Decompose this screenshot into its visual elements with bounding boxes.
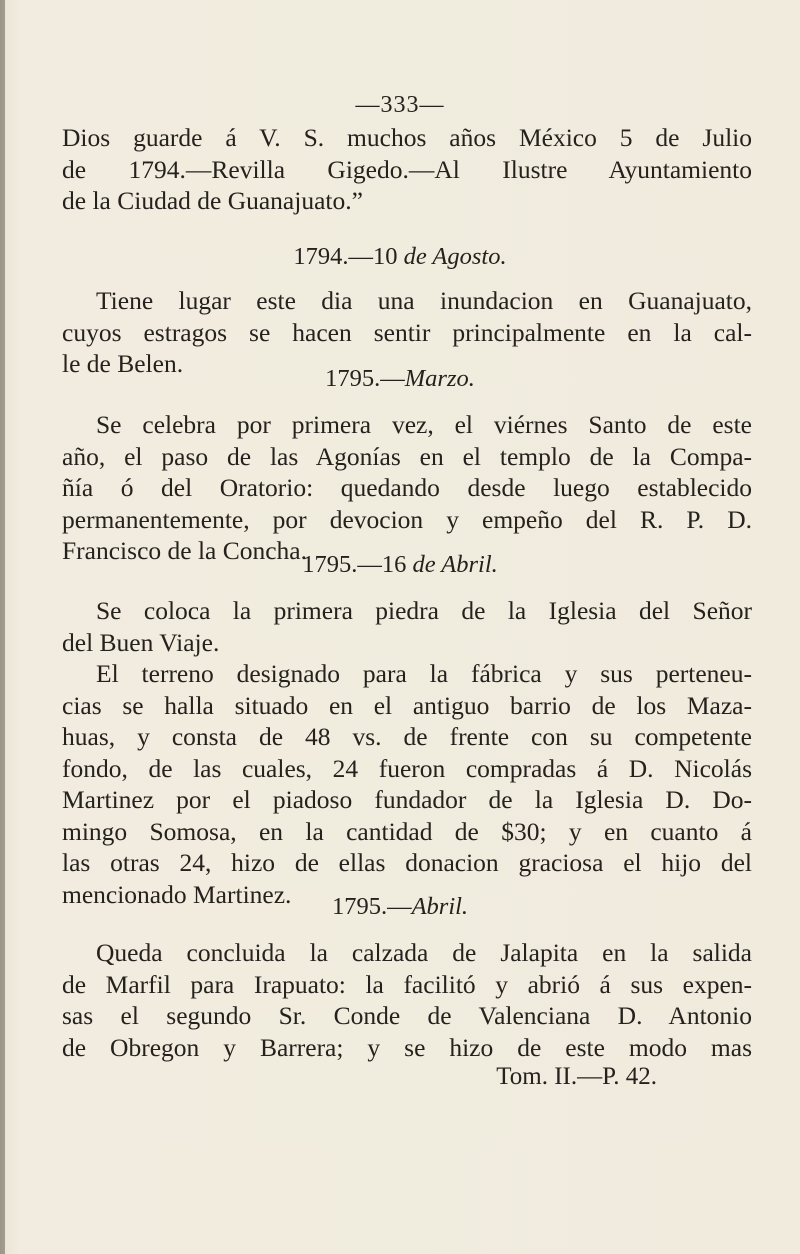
- text-line: de la Ciudad de Guanajuato.”: [62, 186, 363, 215]
- signature-footer: Tom. II.—P. 42.: [496, 1063, 657, 1090]
- text-line: permanentemente, por devocion y empeño del R. P. D.: [62, 504, 752, 534]
- text-line: ñía ó del Oratorio: quedando desde luego establecido: [62, 473, 752, 502]
- text-line: Martinez por el piadoso fundador de la Iglesia D. Do-: [62, 785, 752, 814]
- heading-date: 1794.—10: [293, 243, 404, 270]
- heading-date: 1795.—: [325, 365, 405, 392]
- text-line: Se celebra por primera vez, el viérnes Santo de este: [96, 410, 752, 439]
- text-line: del Buen Viaje.: [62, 627, 220, 657]
- text-line: Se coloca la primera piedra de la Iglesia del Señor: [96, 596, 752, 625]
- text-line: Tiene lugar este dia una inundacion en Guanajuato,: [96, 286, 752, 315]
- text-line: le de Belen.: [62, 349, 184, 378]
- paragraph-buen-viaje: [62, 595, 752, 910]
- text-line: año, el paso de las Agonías en el templo de la Compa-: [62, 441, 752, 471]
- page-spine-shadow: [0, 0, 5, 1254]
- text-line: mingo Somosa, en la cantidad de $30; y en cuanto á: [62, 816, 752, 846]
- heading-date: 1795.—16: [302, 551, 413, 578]
- heading-month: Abril.: [411, 893, 469, 920]
- text-line: Dios guarde á V. S. muchos años México 5 de Julio: [62, 123, 752, 152]
- text-line: de Obregon y Barrera; y se hizo de este modo mas: [62, 1032, 752, 1062]
- section-heading-1795-abril: [0, 893, 800, 921]
- paragraph-letter-closing: [62, 122, 752, 217]
- paragraph-calzada-jalapita: [62, 937, 752, 1063]
- text-line: El terreno designado para la fábrica y sus perteneu-: [96, 659, 752, 688]
- text-line: las otras 24, hizo de ellas donacion graciosa el hijo del: [62, 848, 752, 877]
- page-number: —333—: [355, 92, 445, 118]
- text-line: cuyos estragos se hacen sentir principalmente en la cal-: [62, 317, 752, 347]
- text-line: de Marfil para Irapuato: la facilitó y abrió á sus expen-: [62, 969, 752, 999]
- text-line: sas el segundo Sr. Conde de Valenciana D. Antonio: [62, 1001, 752, 1030]
- text-line: huas, y consta de 48 vs. de frente con su competente: [62, 722, 752, 751]
- text-line: fondo, de las cuales, 24 fueron compradas á D. Nicolás: [62, 753, 752, 783]
- heading-month: de Agosto.: [403, 243, 507, 270]
- text-line: Francisco de la Concha.: [62, 536, 308, 565]
- section-heading-1794-agosto: [0, 243, 800, 271]
- text-line: Queda concluida la calzada de Jalapita en la salida: [96, 938, 752, 967]
- heading-month: de Abril.: [412, 551, 498, 578]
- heading-date: 1795.—: [331, 893, 412, 920]
- text-line: de 1794.—Revilla Gigedo.—Al Ilustre Ayuntamiento: [62, 154, 752, 184]
- text-line: cias se halla situado en el antiguo barrio de los Maza-: [62, 690, 752, 720]
- heading-month: Marzo.: [404, 365, 475, 392]
- section-heading-1795-abril-16: [0, 551, 800, 579]
- paragraph-agonias: [62, 409, 752, 567]
- section-heading-1795-marzo: [0, 365, 800, 393]
- text-line: mencionado Martinez.: [62, 879, 292, 909]
